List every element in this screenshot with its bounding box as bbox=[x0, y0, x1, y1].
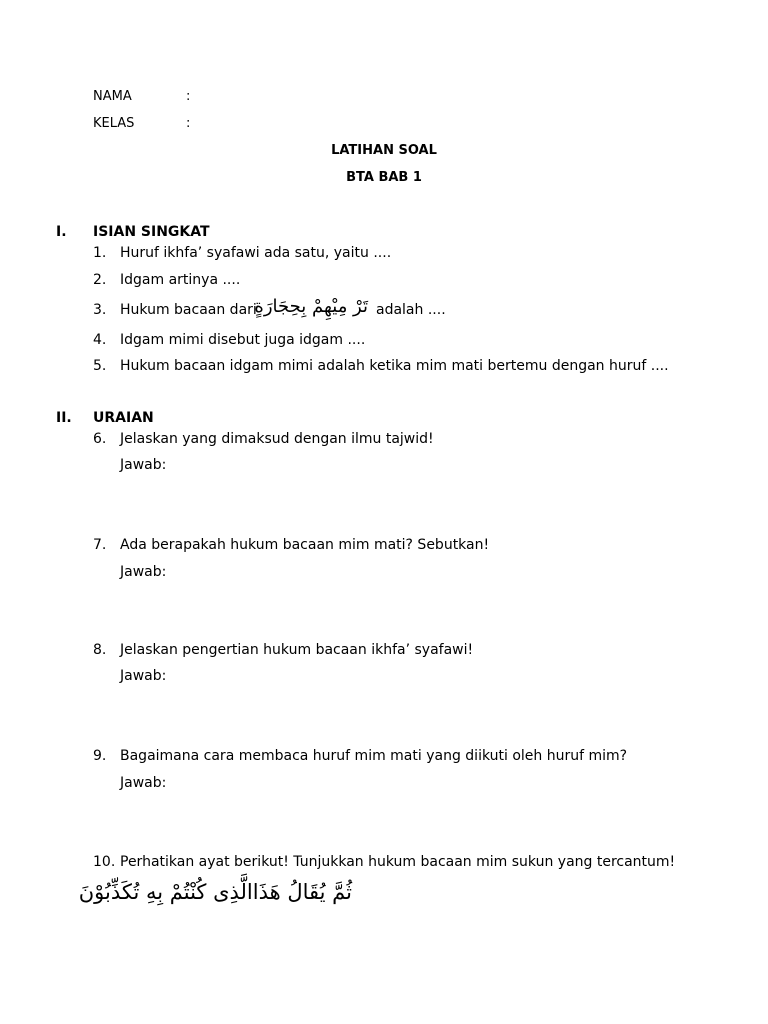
section2-heading: URAIAN bbox=[93, 410, 154, 426]
answer-label: Jawab: bbox=[120, 775, 167, 791]
list-item-number: 8. bbox=[93, 642, 107, 658]
page-subtitle: BTA BAB 1 bbox=[346, 170, 422, 185]
question-text: Jelaskan yang dimaksud dengan ilmu tajwid! bbox=[120, 431, 434, 447]
nama-label: NAMA bbox=[93, 89, 132, 104]
question-text: Hukum bacaan idgam mimi adalah ketika mim mati bertemu dengan huruf .... bbox=[120, 358, 669, 374]
question-text-before: Hukum bacaan dari bbox=[120, 302, 257, 318]
question-text: Ada berapakah hukum bacaan mim mati? Sebutkan! bbox=[120, 537, 490, 553]
question-text: Bagaimana cara membaca huruf mim mati yang diikuti oleh huruf mim? bbox=[120, 748, 628, 764]
list-item-number: 9. bbox=[93, 748, 107, 764]
question-text: Perhatikan ayat berikut! Tunjukkan hukum bacaan mim sukun yang tercantum! bbox=[120, 854, 676, 870]
arabic-verse: ثُمَّ يُقَالُ هَذَاالَّذِى كُنْتُمْ بِهِ تُكَذِّبُوْنَ bbox=[78, 880, 352, 904]
section1-heading: ISIAN SINGKAT bbox=[93, 224, 210, 240]
list-item-number: 2. bbox=[93, 272, 107, 288]
arabic-phrase: تَرْ مِيْهِمْ بِحِجَارَةٍ bbox=[254, 296, 368, 317]
question-text: Idgam artinya .... bbox=[120, 272, 241, 288]
list-item-number: 5. bbox=[93, 358, 107, 374]
question-text: Idgam mimi disebut juga idgam .... bbox=[120, 332, 366, 348]
nama-colon: : bbox=[186, 89, 191, 104]
answer-label: Jawab: bbox=[120, 564, 167, 580]
list-item-number: 4. bbox=[93, 332, 107, 348]
kelas-colon: : bbox=[186, 116, 191, 131]
question-text: Huruf ikhfa’ syafawi ada satu, yaitu .... bbox=[120, 245, 392, 261]
list-item-number: 1. bbox=[93, 245, 107, 261]
list-item-number: 7. bbox=[93, 537, 107, 553]
section1-numeral: I. bbox=[56, 224, 67, 240]
list-item-number: 3. bbox=[93, 302, 107, 318]
page-title: LATIHAN SOAL bbox=[331, 143, 437, 158]
section2-numeral: II. bbox=[56, 410, 72, 426]
list-item-number: 6. bbox=[93, 431, 107, 447]
question-text-after: adalah .... bbox=[376, 302, 446, 318]
answer-label: Jawab: bbox=[120, 668, 167, 684]
kelas-label: KELAS bbox=[93, 116, 135, 131]
answer-label: Jawab: bbox=[120, 457, 167, 473]
list-item-number: 10. bbox=[93, 854, 116, 870]
question-text: Jelaskan pengertian hukum bacaan ikhfa’ syafawi! bbox=[120, 642, 474, 658]
